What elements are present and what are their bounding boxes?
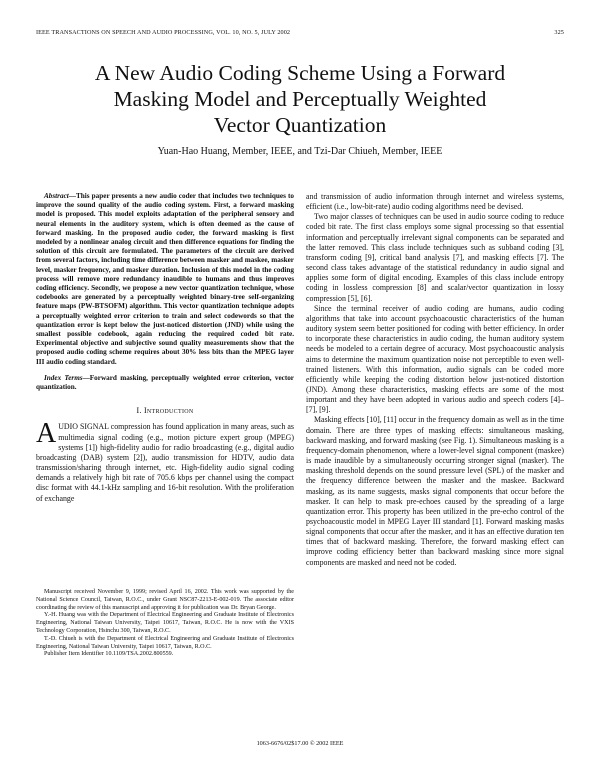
footnote: Y.-H. Huang was with the Department of Electrical Engineering and Graduate Institute of Electronics Engineering, National Taiwan University, Taipei 10617, Taiwan, R.O.C. He is now with the VXIS Technology Corporation, Hsinchu 300, Taiwan, R.O.C. (36, 612, 294, 634)
footnote: T.-D. Chiueh is with the Department of Electrical Engineering and Graduate Institute of Electronics Engineering, National Taiwan University, Taipei 10617, Taiwan, R.O.C. (36, 635, 294, 650)
body-paragraph: and transmission of audio information through internet and wireless systems, efficient (i.e., low-bit-rate) audio coding algorithms need be devised. (306, 192, 564, 212)
author-line: Yuan-Hao Huang, Member, IEEE, and Tzi-Dar Chiueh, Member, IEEE (157, 146, 443, 157)
title-line: Masking Model and Perceptually Weighted (113, 87, 487, 111)
paper-title (40, 60, 560, 138)
title-line: Vector Quantization (213, 113, 387, 137)
journal-line: IEEE TRANSACTIONS ON SPEECH AND AUDIO PROCESSING, VOL. 10, NO. 5, JULY 2002 (36, 29, 291, 36)
page-number: 325 (554, 29, 564, 36)
copyright-footer: 1063-6676/02$17.00 © 2002 IEEE (256, 740, 344, 747)
body-paragraph: Since the terminal receiver of audio coding are humans, audio coding algorithms that take into account psychoacoustic characteristics of the human auditory system seem better positioned for coding with better efficiency. In order to incorporate these characteristics in audio coding, the human auditory system needs be modeled to a certain degree of accuracy. Most psychoacoustic analysis aims to determine the maximum quantization noise not perceptible to even well-trained listeners. With this information, audio signals can be coded more efficiently while keeping the coding distortion below just-noticed distortion (JND). Among these characteristics, masking effects are some of the most important and they have been adopted in various audio and speech coders [4]–[7], [9]. (306, 303, 564, 415)
right-column (306, 192, 564, 568)
body-paragraph: Masking effects [10], [11] occur in the frequency domain as well as in the time domain. There are three types of masking effects: simultaneous masking, backward masking, and forward masking (see Fig. 1). Simultaneous masking is a frequency-domain phenomenon, where a lower-level signal component (maskee) is made inaudible by a simultaneously occurring stronger signal (masker). The masking threshold depends on the sound pressure level (SPL) of the masker and the frequency difference between the masker and the maskee. Backward masking, as its name suggests, masks signal components that occur before the masker. It can help to mask pre-echoes caused by the spreading of a large quantization error. This property has been utilized in the pre-echo control of the psychoacoustic model in MPEG Layer III standard [1]. Forward masking masks signal components that occur after the masker, and it has an effective duration ten times that of backward masking. Therefore, the forward masking effect can improve coding efficiency better than backward masking since more signal components are masked and need not be coded. (306, 415, 564, 567)
intro-body: UDIO SIGNAL compression has found application in many areas, such as multimedia signal coding (e.g., motion picture expert group (MPEG) systems [1]) high-fidelity audio for radio broadcasting (e.g., digital audio broadcasting (DAB) system [2]), audio transmission for HDTV, audio data transmission/sharing through internet, etc. High-fidelity audio signal coding demands a relatively high bit rate of 705.6 kbps per channel using the compact disc format with 44.1-kHz sampling and 16-bit resolution. With the proliferation of exchange (36, 422, 294, 503)
footnotes (36, 589, 294, 659)
drop-cap: A (36, 418, 57, 450)
running-header (36, 29, 564, 36)
intro-paragraph (36, 418, 294, 503)
abstract-label: Abstract (44, 192, 69, 200)
abstract-body: —This paper presents a new audio coder that includes two techniques to improve the sound quality of the audio coding system. First, a forward masking model is proposed. This model exploits adaptation of the peripheral sensory and neural elements in the auditory system, which is often deemed as the cause of forward masking. In the proposed audio coder, the forward masking is first modeled by a nonlinear analog circuit and then difference equations for finding the solution of this circuit are formulated. The parameters of the circuit are derived from several factors, including time difference between masker and maskee, masker level, masker frequency, and masker duration. Inclusion of this model in the coding process will remove more redundancy inaudible to humans and thus improves coding efficiency. Secondly, we propose a new vector quantization technique, whose codebooks are generated by a perceptually weighted binary-tree self-organizing feature maps (PW-BTSOFM) algorithm. This vector quantization technique adopts a perceptually weighted error criterion to train and select codewords so that the quantization error is kept below the just-noticed distortion (JND) while using the smallest possible codebook, again reducing the required coded bit rate. Experimental objective and subjective sound quality measurements show that the proposed audio coding scheme requires about 30% less bits than the MPEG layer III audio coding standard. (36, 192, 294, 366)
footnote: Publisher Item Identifier 10.1109/TSA.2002.800559. (44, 651, 174, 658)
body-paragraph: Two major classes of techniques can be used in audio source coding to reduce coded bit rate. The first class employs some signal processing so that essential information and perceptually irrelevant signal components can be separated and the latter removed. This class include techniques such as subband coding [3], transform coding [9], critical band analysis [7], and masking effects [7]. The second class takes advantage of the statistical redundancy in audio signal and applies some form of digital encoding. Examples of this class include entropy coding in lossless compression [8] and scalar/vector quantization in lossy compression [5], [6]. (306, 212, 564, 303)
left-column (36, 192, 294, 504)
title-line: A New Audio Coding Scheme Using a Forward (94, 61, 506, 85)
index-terms (36, 374, 294, 392)
index-terms-body: —Forward masking, perceptually weighted error criterion, vector quantization. (36, 373, 294, 392)
footnote: Manuscript received November 9, 1999; revised April 16, 2002. This work was supported by the National Science Council, Taiwan, R.O.C., under Grant NSC87-2213-E-002-019. The associate editor coordinating the review of this manuscript and approving it for publication was Dr. Bryan George. (36, 589, 294, 611)
index-terms-label: Index Terms (44, 373, 83, 382)
section-heading: I. Introduction (136, 406, 194, 416)
abstract (36, 192, 294, 367)
